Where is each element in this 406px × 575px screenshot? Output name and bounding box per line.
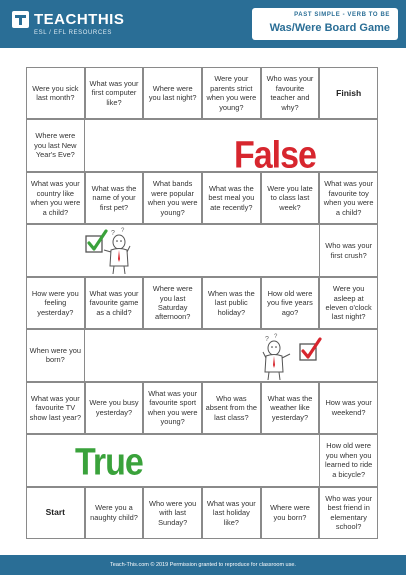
board-square: How old were you when you learned to ride a bicycle? xyxy=(319,434,378,486)
board-square: Where were you last New Year's Eve? xyxy=(26,119,85,171)
board-square: Where were you last Saturday afternoon? xyxy=(143,277,202,329)
teachthis-logo-icon xyxy=(12,11,29,28)
logo-text: TEACHTHIS xyxy=(34,11,125,28)
title-box xyxy=(252,8,398,40)
board-square: Were you sick last month? xyxy=(26,67,85,119)
board-square: When were you born? xyxy=(26,329,85,381)
board-square: Who was your best friend in elementary school? xyxy=(319,487,378,539)
true-label: True xyxy=(75,441,143,484)
board-square: When was the last public holiday? xyxy=(202,277,261,329)
header-banner xyxy=(0,0,406,48)
worksheet-title: Was/Were Board Game xyxy=(269,22,390,34)
board-gap xyxy=(26,224,319,276)
board-square: How were you feeling yesterday? xyxy=(26,277,85,329)
board-square: Were your parents strict when you were young? xyxy=(202,67,261,119)
board-square: Who were you with last Sunday? xyxy=(143,487,202,539)
board-square: What was your favourite sport when you were young? xyxy=(143,382,202,434)
board-square: What was your country like when you were a child? xyxy=(26,172,85,224)
board-square: What was the weather like yesterday? xyxy=(261,382,320,434)
board-square: Where were you born? xyxy=(261,487,320,539)
thinking-man-checkbox-icon xyxy=(84,226,144,276)
board-gap xyxy=(26,434,319,486)
board-square: What was your favourite game as a child? xyxy=(85,277,144,329)
finish-square: Finish xyxy=(319,67,378,119)
svg-text:?: ? xyxy=(265,336,269,343)
board-square: Were you late to class last week? xyxy=(261,172,320,224)
start-square: Start xyxy=(26,487,85,539)
board-square: Were you busy yesterday? xyxy=(85,382,144,434)
worksheet-subtitle: PAST SIMPLE - VERB TO BE xyxy=(294,12,390,18)
board-square: What was the best meal you ate recently? xyxy=(202,172,261,224)
false-label: False xyxy=(234,134,316,177)
board-gap xyxy=(85,119,378,171)
board-square: Were you asleep at eleven o'clock last night? xyxy=(319,277,378,329)
footer-banner xyxy=(0,555,406,575)
board-square: What was your last holiday like? xyxy=(202,487,261,539)
board-square: Who was your first crush? xyxy=(319,224,378,276)
svg-text:?: ? xyxy=(274,334,278,340)
copyright-text: Teach-This.com © 2019 Permission granted to reproduce for classroom use. xyxy=(110,562,296,568)
board-square: Where were you last night? xyxy=(143,67,202,119)
board-square: What was your first computer like? xyxy=(85,67,144,119)
thinking-man-checkbox-icon xyxy=(260,332,322,382)
board-square: What bands were popular when you were young? xyxy=(143,172,202,224)
board-square: What was your favourite toy when you were a child? xyxy=(319,172,378,224)
board-square: What was your favourite TV show last year? xyxy=(26,382,85,434)
board-square: Were you a naughty child? xyxy=(85,487,144,539)
logo-subtext: ESL / EFL RESOURCES xyxy=(34,30,112,36)
board-square: What was the name of your first pet? xyxy=(85,172,144,224)
board-square: How old were you five years ago? xyxy=(261,277,320,329)
board-gap xyxy=(85,329,378,381)
svg-text:?: ? xyxy=(121,228,125,234)
board-square: Who was your favourite teacher and why? xyxy=(261,67,320,119)
svg-text:?: ? xyxy=(111,230,115,237)
board-square: Who was absent from the last class? xyxy=(202,382,261,434)
board-square: How was your weekend? xyxy=(319,382,378,434)
